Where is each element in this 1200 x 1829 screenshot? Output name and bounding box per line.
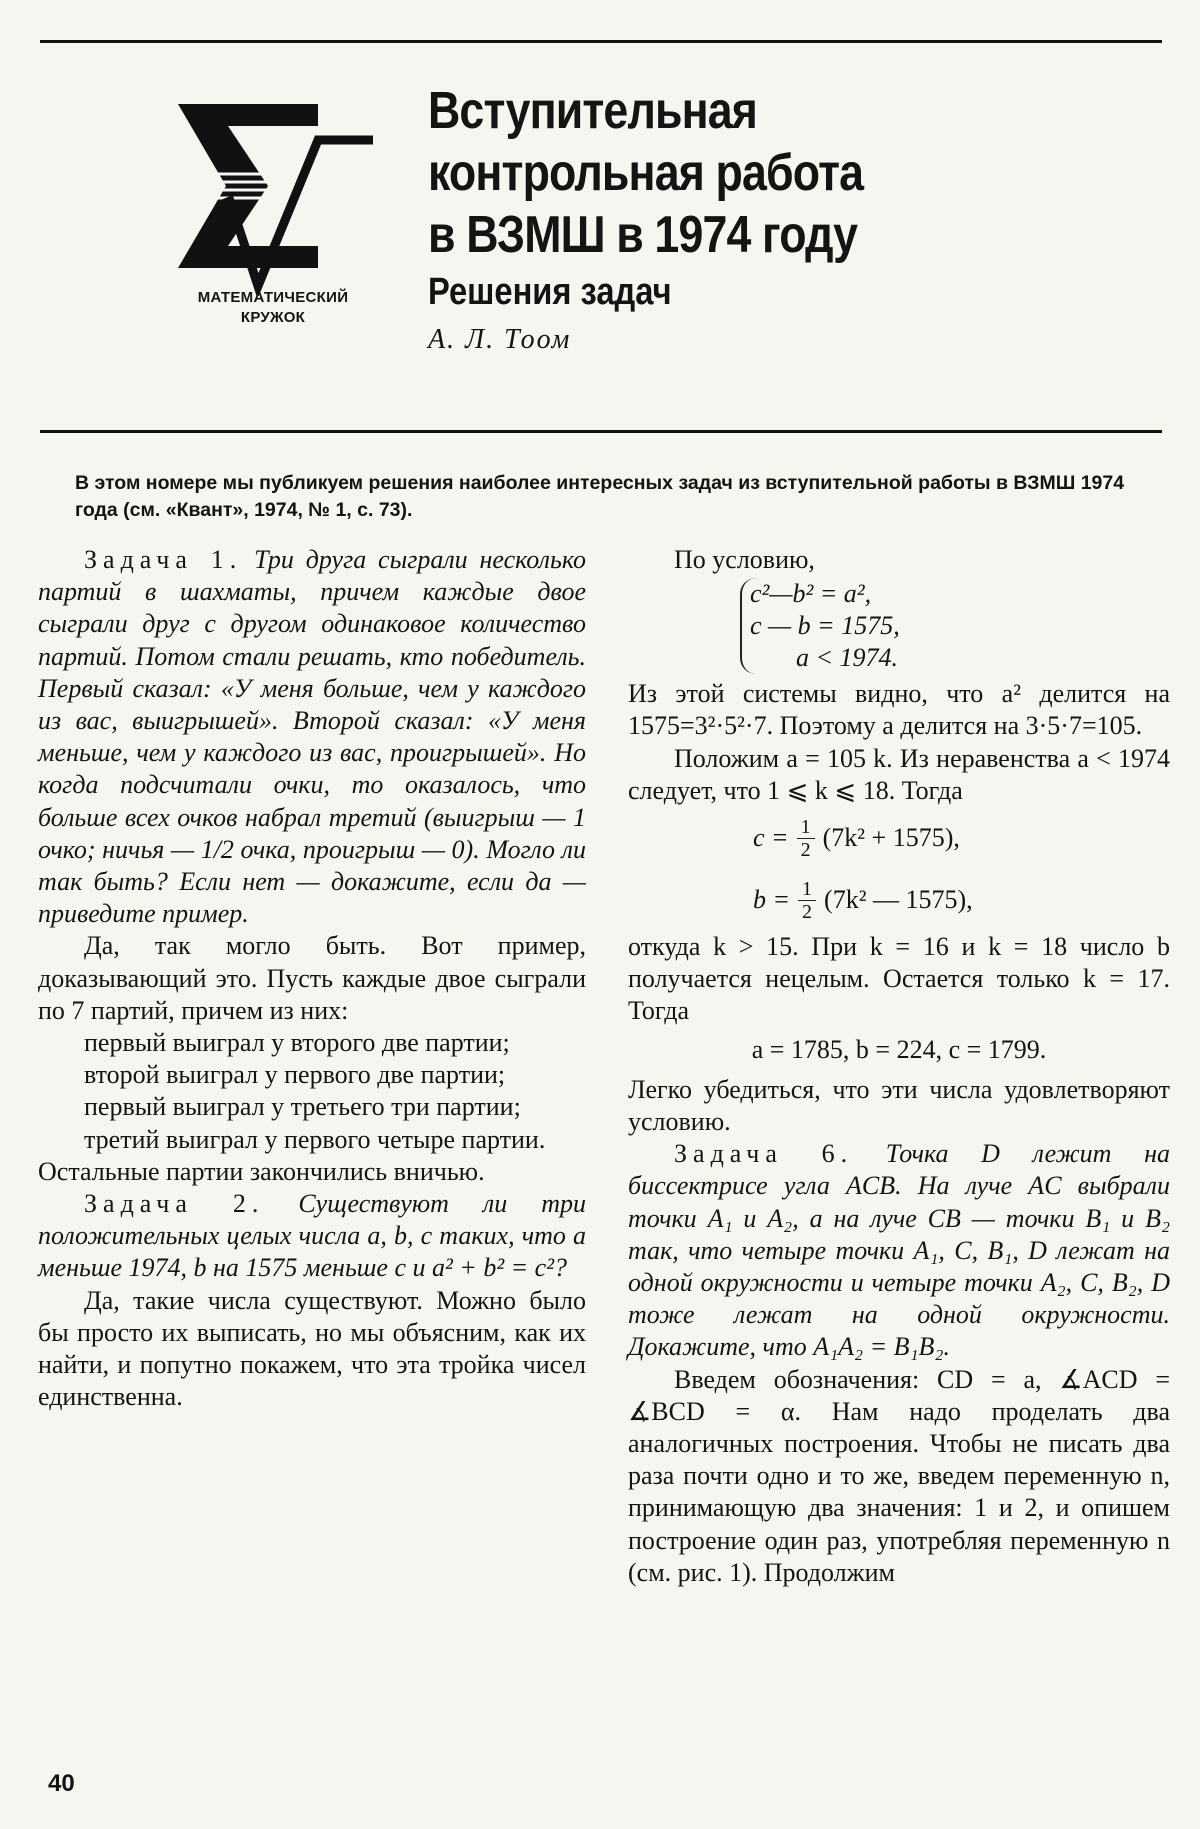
- paragraph: Из этой системы видно, что a² делится на 1575=3²·5²·7. Поэтому a делится на 3·5·7=105.: [628, 679, 1170, 741]
- right-column: [628, 544, 1170, 1589]
- author: А. Л. Тоом: [428, 324, 572, 355]
- result-formula: a = 1785, b = 224, c = 1799.: [751, 1034, 1047, 1064]
- header-bottom-rule: [40, 430, 1162, 433]
- list-item: первый выиграл у второго две партии;: [84, 1028, 510, 1058]
- intro-text: В этом номере мы публикуем решения наиболее интересных задач из вступительной работы в ВЗМШ 1974 года (см. «Квант», 1974, № 1, с. 73).: [75, 472, 1125, 521]
- list-item: первый выиграл у третьего три партии;: [84, 1092, 521, 1122]
- task-1-paragraph: Задача 1. Три друга сыграли несколько партий в шахматы, причем каждые двое сыграли друг с другом одинаковое количество партий. Потом стали решать, кто победитель. Первый сказал: «У меня больше, чем у каждого из вас, выигрышей». Второй сказал: «У меня меньше, чем у каждого из вас, проигрышей». Но когда подсчитали очки, то оказалось, что больше всех очков набрал третий (выигрыш — 1 очко; ничья — 1/2 очка, проигрыш — 0). Могло ли так быть? Если нет — докажите, если да — приведите пример.: [38, 545, 586, 929]
- paragraph: Остальные партии закончились вничью.: [38, 1156, 485, 1186]
- formula-b: b = $\frac{1}{2}$ (7k² — 1575),: [753, 877, 973, 923]
- formula-c: c = $\frac{1}{2}$ (7k² + 1575),: [753, 815, 960, 861]
- task-2-paragraph: Задача 2. Существуют ли три положительных целых числа a, b, c таких, что a меньше 1974, b на 1575 меньше c и a² + b² = c²?: [38, 1189, 586, 1283]
- task-6-paragraph: Задача 6. Точка D лежит на биссектрисе угла ACB. На луче AC выбрали точки A₁ и A₂, а на луче CB — точки B₁ и B₂ так, что четыре точки A₁, C, B₁, D лежат на одной окружности и четыре точки A₂, C, B₂, D тоже лежат на одной окружности. Докажите, что A₁A₂ = B₁B₂.: [628, 1139, 1171, 1362]
- page-number: 40: [48, 1770, 75, 1797]
- paragraph: Да, такие числа существуют. Можно было бы просто их выписать, но мы объясним, как их найти, и попутно покажем, что эта тройка чисел единственна.: [38, 1285, 586, 1412]
- left-column: [38, 544, 586, 1413]
- paragraph: Да, так могло быть. Вот пример, доказывающий это. Пусть каждые двое сыграли по 7 партий, причем из них:: [38, 931, 586, 1025]
- title-block: [428, 80, 1128, 360]
- top-rule: [40, 40, 1162, 43]
- paragraph: По условию,: [674, 545, 815, 574]
- equation-system: c²—b² = a², c — b = 1575, a < 1974.: [740, 578, 990, 674]
- paragraph: Легко убедиться, что эти числа удовлетворяют условию.: [628, 1074, 1170, 1137]
- logo-caption: МАТЕМАТИЧЕСКИЙ КРУЖОК: [197, 289, 349, 326]
- article-subtitle: Решения задач: [428, 271, 672, 313]
- article-title: Вступительная контрольная работа в ВЗМШ в 1974 году: [428, 82, 864, 264]
- sigma-root-logo-icon: [168, 96, 378, 296]
- list-item: второй выиграл у первого две партии;: [84, 1060, 506, 1090]
- list-item: третий выиграл у первого четыре партии.: [84, 1124, 546, 1154]
- paragraph: откуда k > 15. При k = 16 и k = 18 число b получается нецелым. Остается только k = 17. Тогда: [628, 932, 1170, 1026]
- paragraph: Введем обозначения: CD = a, ∡ACD = ∡BCD = α. Нам надо проделать два аналогичных построения. Чтобы не писать два раза почти одно и то же, введем переменную n, принимающую два значения: 1 и 2, и опишем построение один раз, употребляя переменную n (см. рис. 1). Продолжим: [628, 1364, 1170, 1587]
- paragraph: Положим a = 105 k. Из неравенства a < 1974 следует, что 1 ⩽ k ⩽ 18. Тогда: [628, 743, 1170, 805]
